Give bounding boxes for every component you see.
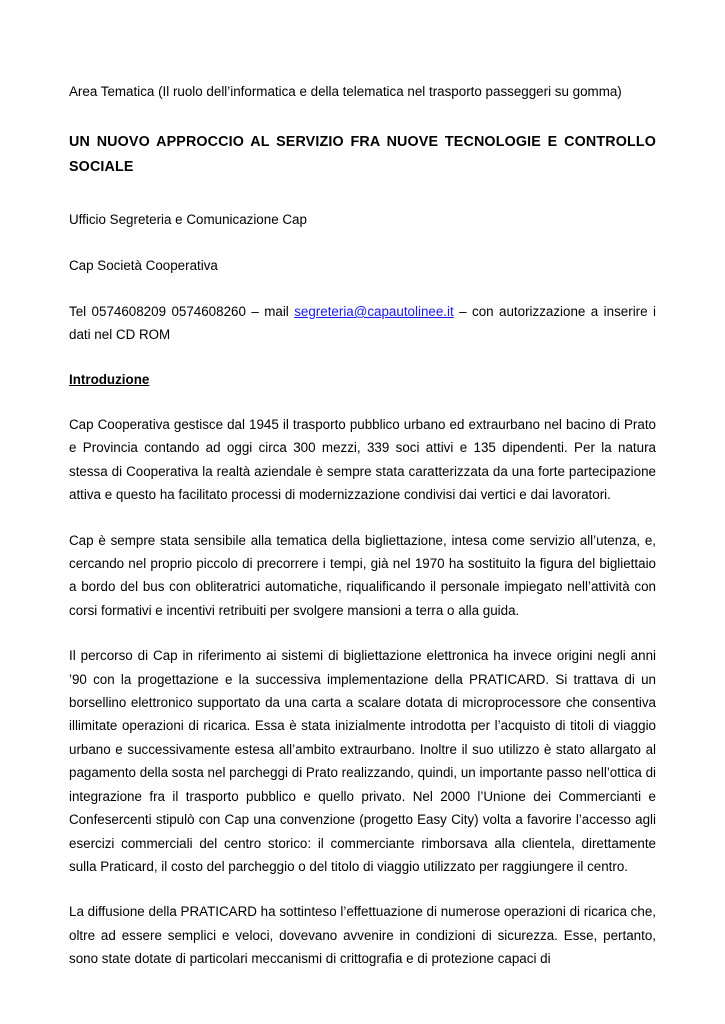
office-line: Ufficio Segreteria e Comunicazione Cap	[69, 212, 307, 227]
section-heading-introduzione: Introduzione	[69, 372, 150, 387]
company-line: Cap Società Cooperativa	[69, 258, 218, 273]
paragraph-4: La diffusione della PRATICARD ha sottinteso l’effettuazione di numerose operazioni di ricarica che, oltre ad essere semplici e veloci, dovevano avvenire in condizioni di sicurezza. Esse, pertanto, sono state dotate di particolari meccanismi di crittografia e di protezione capaci di	[69, 904, 656, 967]
paragraph-1: Cap Cooperativa gestisce dal 1945 il trasporto pubblico urbano ed extraurbano nel bacino di Prato e Provincia contando ad oggi circa 300 mezzi, 339 soci attivi e 135 dipendenti. Per la natura stessa di Cooperativa la realtà aziendale è sempre stata caratterizzata da una forte partecipazione attiva e questo ha facilitato processi di modernizzazione condivisi dai vertici e dai lavoratori.	[69, 417, 656, 503]
contact-suffix: – con autorizzazione a inserire i dati nel CD ROM	[69, 304, 656, 342]
paragraph-3: Il percorso di Cap in riferimento ai sistemi di bigliettazione elettronica ha invece origini negli anni ’90 con la progettazione e la successiva implementazione della PRATICARD. Si trattava di un borsellino elettronico supportato da una carta a scalare dotata di microprocessore che consentiva illimitate operazioni di ricarica. Essa è stata inizialmente introdotta per l’acquisto di titoli di viaggio urbano e successivamente estesa all’ambito extraurbano. Inoltre il suo utilizzo è stato allargato al pagamento della sosta nel parcheggi di Prato realizzando, quindi, un importante passo nell’ottica di integrazione fra il trasporto pubblico e quello privato. Nel 2000 l’Unione dei Commercianti e Confesercenti stipulò con Cap una convenzione (progetto Easy City) volta a favorire l’accesso agli esercizi commerciali del centro storico: il commerciante rimborsava alla clientela, direttamente sulla Praticard, il costo del parcheggio o del titolo di viaggio utilizzato per raggiungere il centro.	[69, 648, 656, 874]
paragraph-2: Cap è sempre stata sensibile alla tematica della bigliettazione, intesa come servizio all’utenza, e, cercando nel proprio piccolo di precorrere i tempi, già nel 1970 ha sostituito la figura del bigliettaio a bordo del bus con obliteratrici automatiche, riqualificando il personale impiegato nell’attività con corsi formativi e incentivi retribuiti per svolgere mansioni a terra o alla guida.	[69, 532, 656, 618]
area-line: Area Tematica (Il ruolo dell’informatica e della telematica nel trasporto passeggeri su gomma)	[69, 84, 622, 99]
document-title: UN NUOVO APPROCCIO AL SERVIZIO FRA NUOVE TECNOLOGIE E CONTROLLO SOCIALE	[69, 134, 656, 175]
email-link[interactable]: segreteria@capautolinee.it	[294, 304, 454, 319]
contact-prefix: Tel 0574608209 0574608260 – mail	[69, 304, 295, 319]
document-page	[69, 80, 656, 971]
contact-line	[69, 300, 656, 346]
